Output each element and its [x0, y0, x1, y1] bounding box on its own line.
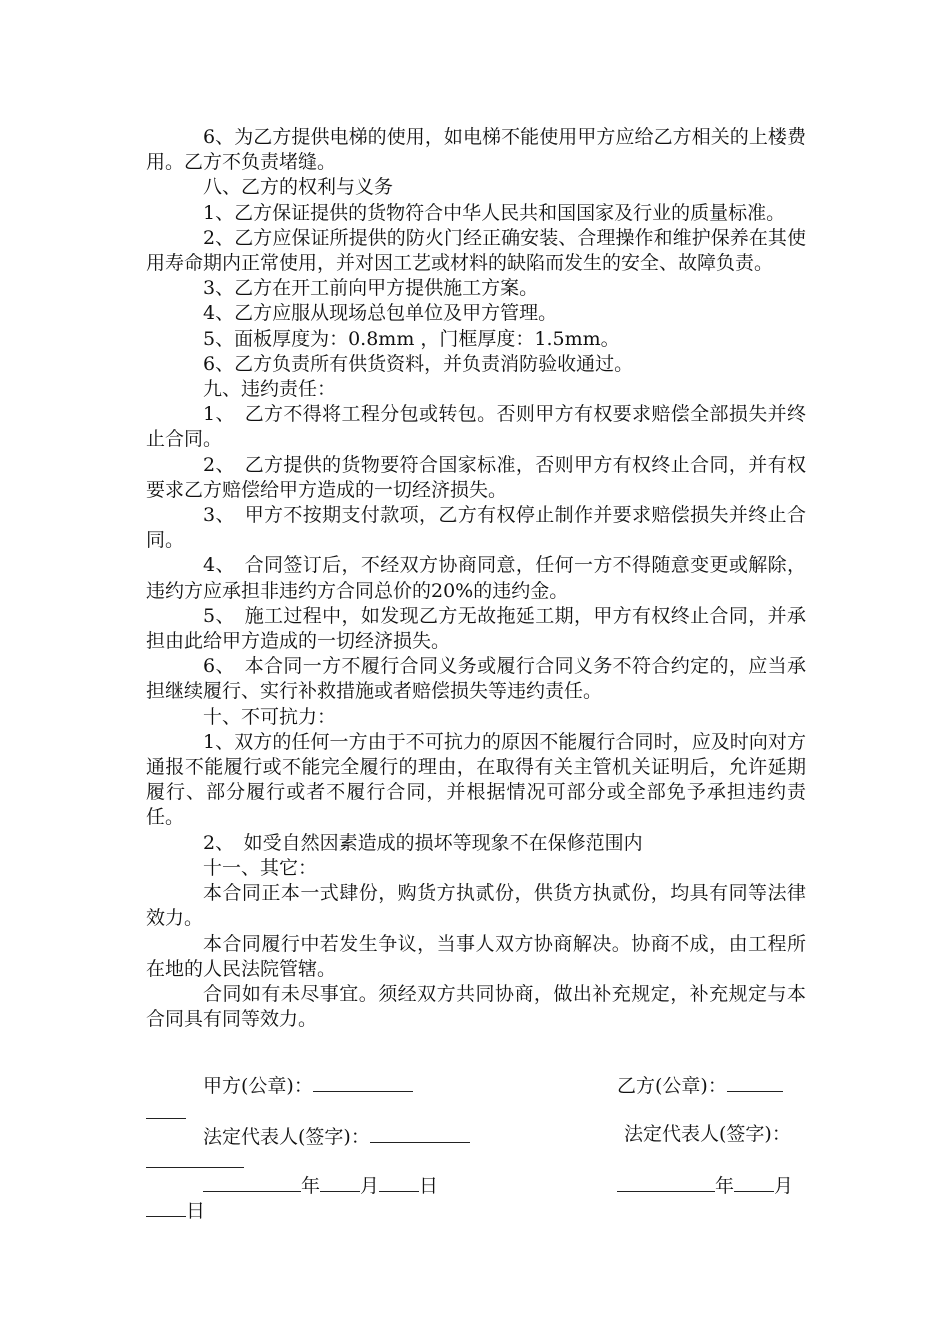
party-b-rep-label: 法定代表人(签字)： [624, 1123, 791, 1145]
party-a-year-label: 年 [301, 1175, 321, 1197]
clause-delay: 5、 施工过程中，如发现乙方无故拖延工期，甲方有权终止合同，并承担由此给甲方造成的一切经济损失。 [146, 604, 806, 653]
clause-supply-documents: 6、乙方负责所有供货资料，并负责消防验收通过。 [203, 352, 634, 375]
party-a-day-blank [379, 1171, 419, 1192]
party-a-seal-label: 甲方(公章)： [203, 1075, 313, 1097]
party-b-seal-blank [727, 1071, 783, 1092]
party-a-month-blank [320, 1171, 360, 1192]
party-b-seal-label: 乙方(公章)： [617, 1075, 727, 1097]
clause-site-management: 4、乙方应服从现场总包单位及甲方管理。 [203, 302, 558, 325]
clause-payment-default: 3、 甲方不按期支付款项，乙方有权停止制作并要求赔偿损失并终止合同。 [146, 504, 806, 552]
party-b-rep-blank [146, 1147, 244, 1168]
contract-body [146, 125, 806, 1032]
clause-installation-maintenance: 2、乙方应保证所提供的防火门经正确安装、合理操作和维护保养在其使用寿命期内正常使用，并对因工艺或材料的缺陷而发生的安全、故障负责。 [146, 226, 806, 275]
heading-section-11: 十一、其它： [203, 856, 318, 879]
party-b-seal-blank-cont [146, 1098, 186, 1119]
party-a-day-label: 日 [419, 1175, 439, 1197]
clause-force-majeure: 1、双方的任何一方由于不可抗力的原因不能履行合同时，应及时向对方通报不能履行或不能完全履行的理由，在取得有关主管机关证明后，允许延期履行、部分履行或者不履行合同，并根据情况可部分或全部免予承担违约责任。 [146, 730, 806, 829]
heading-section-8: 八、乙方的权利与义务 [203, 176, 394, 199]
clause-copies: 本合同正本一式肆份，购货方执贰份，供货方执贰份，均具有同等法律效力。 [146, 882, 806, 930]
clause-elevator: 6、为乙方提供电梯的使用，如电梯不能使用甲方应给乙方相关的上楼费用。乙方不负责堵缝。 [146, 126, 806, 174]
party-b-year-label: 年 [715, 1175, 735, 1197]
party-b-day-blank [146, 1196, 186, 1217]
party-b-month-blank [734, 1171, 774, 1192]
party-a-month-label: 月 [360, 1175, 380, 1197]
clause-natural-damage: 2、 如受自然因素造成的损坏等现象不在保修范围内 [203, 831, 643, 854]
party-b-year-blank [617, 1171, 715, 1192]
heading-section-10: 十、不可抗力： [203, 705, 337, 728]
clause-national-standard: 2、 乙方提供的货物要符合国家标准，否则甲方有权终止合同，并有权要求乙方赔偿给甲方造成的一切经济损失。 [146, 453, 806, 501]
clause-penalty: 4、 合同签订后，不经双方协商同意，任何一方不得随意变更或解除，违约方应承担非违约方合同总价的20%的违约金。 [146, 554, 806, 602]
party-a-seal-blank [313, 1071, 413, 1092]
party-a-rep-blank [370, 1122, 470, 1143]
clause-no-subcontract: 1、 乙方不得将工程分包或转包。否则甲方有权要求赔偿全部损失并终止合同。 [146, 403, 806, 451]
party-b-day-label: 日 [186, 1200, 206, 1222]
clause-supplement: 合同如有未尽事宜。须经双方共同协商，做出补充规定，补充规定与本合同具有同等效力。 [146, 982, 806, 1031]
clause-breach-liability: 6、 本合同一方不履行合同义务或履行合同义务不符合约定的，应当承担继续履行、实行补救措施或者赔偿损失等违约责任。 [146, 655, 806, 703]
clause-quality-standard: 1、乙方保证提供的货物符合中华人民共和国国家及行业的质量标准。 [203, 201, 786, 224]
party-b-month-label: 月 [774, 1175, 794, 1197]
clause-disputes: 本合同履行中若发生争议，当事人双方协商解决。协商不成，由工程所在地的人民法院管辖。 [146, 932, 806, 980]
clause-thickness: 5、面板厚度为：0.8mm ，门框厚度：1.5mm。 [203, 327, 620, 350]
clause-construction-plan: 3、乙方在开工前向甲方提供施工方案。 [203, 277, 539, 300]
party-a-year-blank [203, 1171, 301, 1192]
heading-section-9: 九、违约责任： [203, 378, 337, 401]
party-a-rep-label: 法定代表人(签字)： [203, 1126, 370, 1148]
